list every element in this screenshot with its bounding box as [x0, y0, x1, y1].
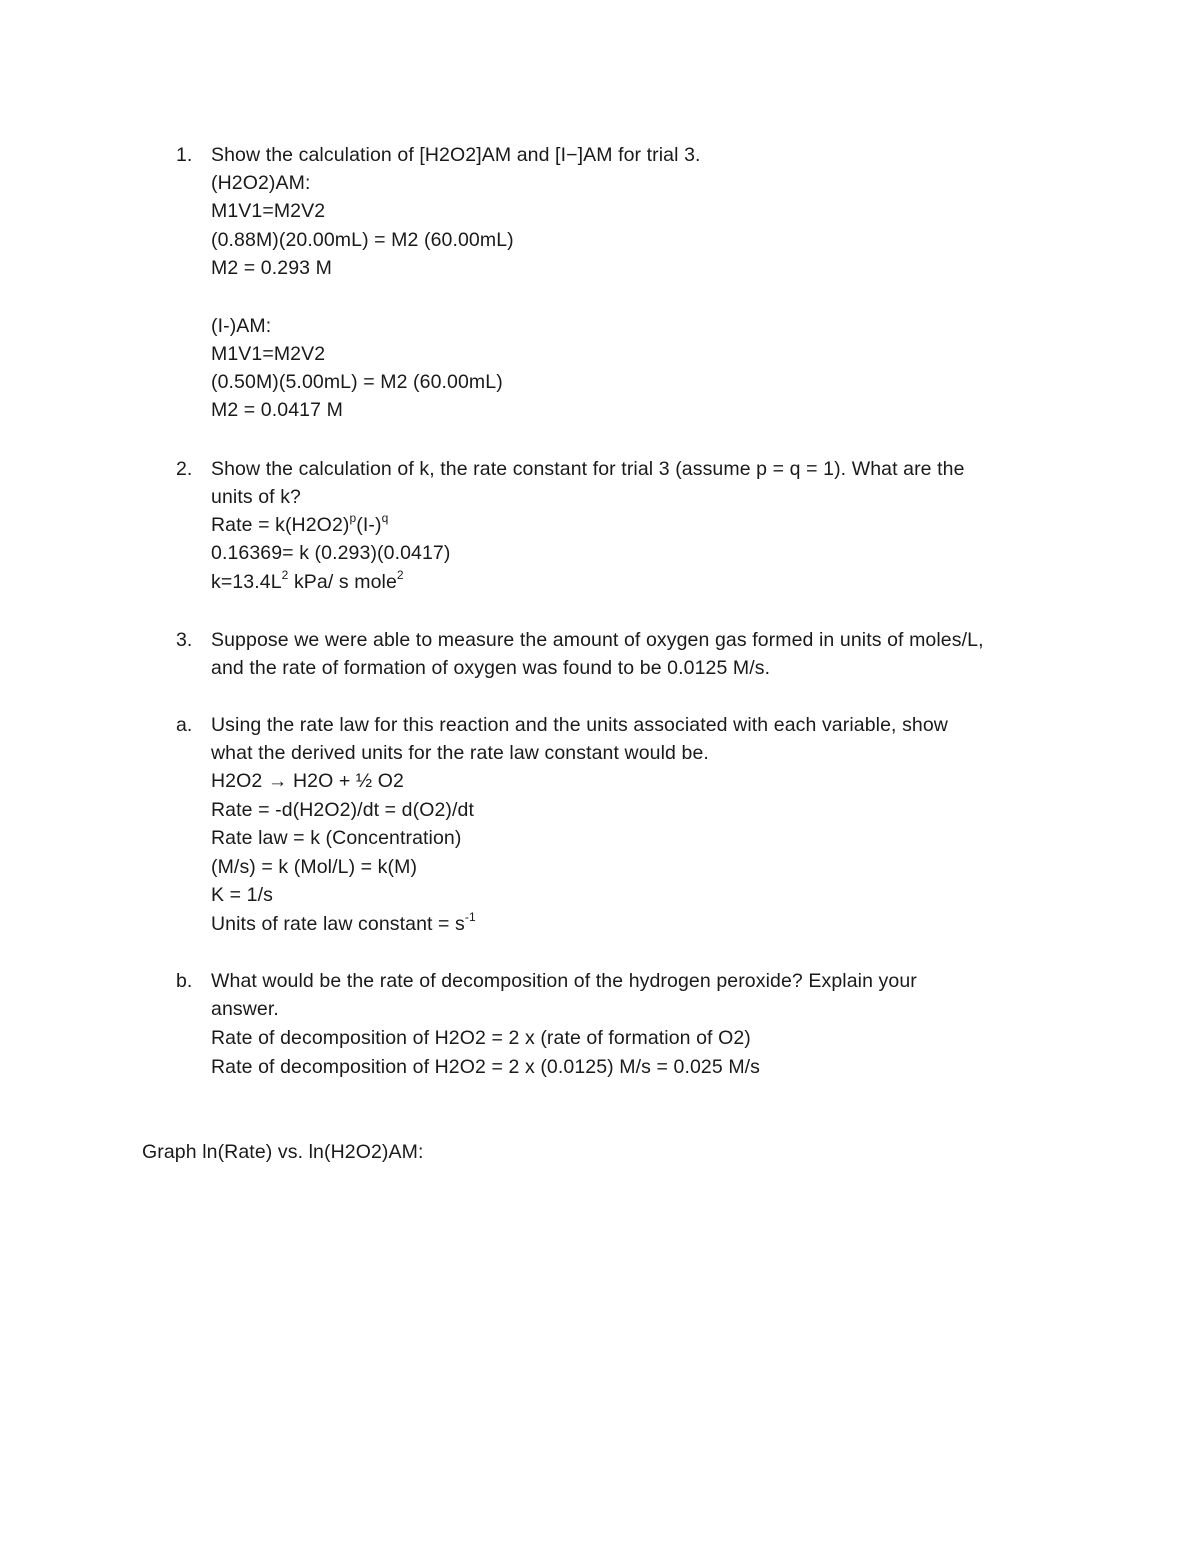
q2-result-exp1: 2: [281, 567, 289, 582]
q1-iodide-substitution: (0.50M)(5.00mL) = M2 (60.00mL): [211, 371, 503, 393]
q2-rate-law: [211, 511, 388, 539]
q2-prompt-line2: units of k?: [211, 486, 301, 508]
q3b-prompt-line1: What would be the rate of decomposition of the hydrogen peroxide? Explain your: [211, 970, 917, 992]
q2-result-mid: kPa/ s mole: [288, 571, 397, 593]
q3a-prompt-line1: Using the rate law for this reaction and the units associated with each variable, show: [211, 714, 948, 736]
q3a-k-value: K = 1/s: [211, 884, 273, 906]
q3a-units-constant: [211, 910, 476, 938]
q2-result-prefix: k=13.4L: [211, 571, 282, 593]
q3a-units-prefix: Units of rate law constant = s: [211, 913, 465, 935]
q3a-rate-definition: Rate = -d(H2O2)/dt = d(O2)/dt: [211, 799, 475, 821]
q3b-answer-line2: Rate of decomposition of H2O2 = 2 x (0.0125) M/s = 0.025 M/s: [211, 1056, 761, 1078]
q1-h2o2-label: (H2O2)AM:: [211, 172, 311, 194]
q1-iodide-formula: M1V1=M2V2: [211, 343, 326, 365]
q2-rate-law-exp-p: p: [349, 510, 357, 525]
q2-marker: 2.: [176, 458, 193, 480]
graph-heading: Graph ln(Rate) vs. ln(H2O2)AM:: [142, 1141, 424, 1163]
q1-marker: 1.: [176, 144, 193, 166]
q3a-rate-law: Rate law = k (Concentration): [211, 827, 462, 849]
q3b-prompt-line2: answer.: [211, 998, 279, 1020]
q1-h2o2-result: M2 = 0.293 M: [211, 257, 332, 279]
q1-h2o2-formula: M1V1=M2V2: [211, 200, 326, 222]
q3b-marker: b.: [176, 970, 193, 992]
q3a-reaction: H2O2 → H2O + ½ O2: [211, 770, 404, 792]
q3a-prompt-line2: what the derived units for the rate law constant would be.: [211, 742, 709, 764]
q2-prompt-line1: Show the calculation of k, the rate constant for trial 3 (assume p = q = 1). What are the: [211, 458, 965, 480]
q3b-answer-line1: Rate of decomposition of H2O2 = 2 x (rate of formation of O2): [211, 1027, 751, 1049]
q1-iodide-label: (I-)AM:: [211, 315, 272, 337]
q2-result: [211, 568, 404, 596]
q1-prompt: Show the calculation of [H2O2]AM and [I−]AM for trial 3.: [211, 144, 701, 166]
q2-substitution: 0.16369= k (0.293)(0.0417): [211, 542, 451, 564]
q2-result-exp2: 2: [396, 567, 404, 582]
q3-prompt-line2: and the rate of formation of oxygen was found to be 0.0125 M/s.: [211, 657, 771, 679]
q2-rate-law-mid: (I-): [356, 514, 382, 536]
q3a-units-equation: (M/s) = k (Mol/L) = k(M): [211, 856, 418, 878]
q1-iodide-result: M2 = 0.0417 M: [211, 399, 343, 421]
q1-h2o2-substitution: (0.88M)(20.00mL) = M2 (60.00mL): [211, 229, 514, 251]
q3a-units-exp: -1: [464, 909, 476, 924]
q3-marker: 3.: [176, 629, 193, 651]
q3a-marker: a.: [176, 714, 193, 736]
q2-rate-law-prefix: Rate = k(H2O2): [211, 514, 350, 536]
q3-prompt-line1: Suppose we were able to measure the amount of oxygen gas formed in units of moles/L,: [211, 629, 984, 651]
q2-rate-law-exp-q: q: [381, 510, 389, 525]
